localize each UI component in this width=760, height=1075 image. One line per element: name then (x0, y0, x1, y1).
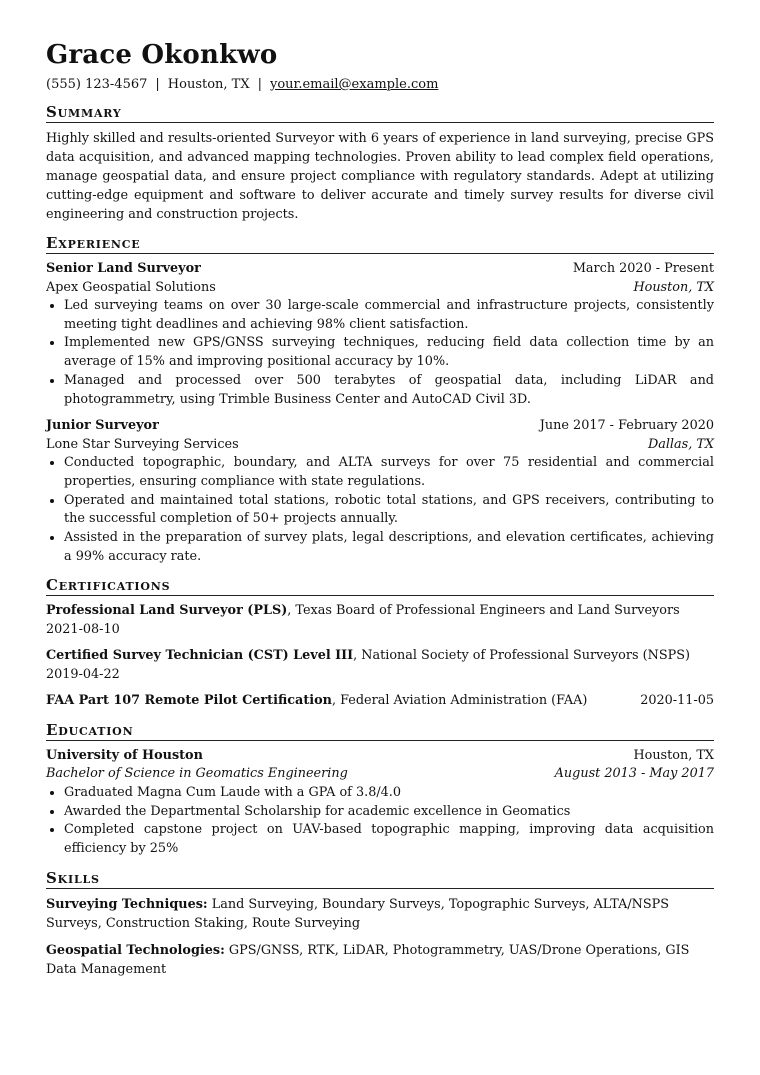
list-item: • Operated and maintained total stations, robotic total stations, and GPS receivers, contributing to the successful completion of 50+ projects annually. (64, 492, 714, 529)
job-dates: June 2017 - February 2020 (539, 418, 714, 434)
cert-item (46, 692, 714, 711)
email-link[interactable]: your.email@example.com (270, 77, 439, 92)
job-company: Apex Geospatial Solutions (46, 279, 216, 295)
job-entry (46, 260, 714, 409)
job-location: Houston, TX (633, 279, 714, 295)
job-bullets (46, 454, 714, 566)
job-entry (46, 417, 714, 566)
list-item: • Graduated Magna Cum Laude with a GPA of 3.8/4.0 (64, 784, 714, 803)
cert-date: 2019-04-22 (46, 666, 120, 682)
job-dates: March 2020 - Present (572, 261, 714, 276)
skill-value: GPS/GNSS, RTK, LiDAR, Photogrammetry, UAS/Drone Operations, GIS Data Management (46, 942, 690, 977)
degree: Bachelor of Science in Geomatics Engineering (46, 766, 348, 782)
summary-section (46, 103, 714, 224)
section-title: Skills (46, 869, 714, 889)
list-item: • Completed capstone project on UAV-based topographic mapping, improving data acquisition efficiency by 25% (64, 821, 714, 858)
experience-section (46, 234, 714, 566)
cert-name: Certified Survey Technician (CST) Level III (46, 648, 354, 664)
list-item: • Led surveying teams on over 30 large-scale commercial and infrastructure projects, consistently meeting tight deadlines and achieving 98% client satisfaction. (64, 297, 714, 334)
education-dates: August 2013 - May 2017 (554, 766, 714, 782)
list-item: • Assisted in the preparation of survey plats, legal descriptions, and elevation certificates, achieving a 99% accuracy rate. (64, 529, 714, 566)
cert-name: FAA Part 107 Remote Pilot Certification (46, 693, 332, 709)
cert-item (46, 602, 714, 639)
job-location: Dallas, TX (647, 436, 714, 452)
contact-line (46, 77, 714, 93)
summary-text: Highly skilled and results-oriented Surveyor with 6 years of experience in land surveying, precise GPS data acquisition, and advanced mapping technologies. Proven ability to lead complex field operations, manage geospatial data, and ensure project compliance with regulatory standards. Adept at utilizing cutting-edge equipment and software to deliver accurate and timely survey results for diverse civil engineering and construction projects. (46, 131, 714, 222)
list-item: • Implemented new GPS/GNSS surveying techniques, reducing field data collection time by an average of 15% and improving positional accuracy by 10%. (64, 334, 714, 371)
cert-issuer: , Texas Board of Professional Engineers and Land Surveyors (287, 603, 680, 619)
certifications-section (46, 576, 714, 711)
skills-section (46, 869, 714, 979)
skill-label: Geospatial Technologies: (46, 942, 225, 958)
section-title: Certifications (46, 576, 714, 596)
section-title: Education (46, 721, 714, 741)
list-item: • Awarded the Departmental Scholarship for academic excellence in Geomatics (64, 803, 714, 822)
section-title: Summary (46, 103, 714, 123)
job-company: Lone Star Surveying Services (46, 436, 239, 452)
cert-issuer: , National Society of Professional Surveyors (NSPS) (353, 648, 690, 664)
list-item: • Conducted topographic, boundary, and ALTA surveys for over 75 residential and commercial properties, ensuring compliance with state regulations. (64, 454, 714, 491)
candidate-name: Grace Okonkwo (46, 40, 278, 70)
school-location: Houston, TX (633, 747, 714, 763)
job-role: Junior Surveyor (46, 418, 159, 434)
skill-group (46, 941, 714, 979)
location: Houston, TX (167, 77, 250, 92)
job-role: Senior Land Surveyor (46, 261, 201, 276)
separator: | (257, 77, 262, 92)
school-name: University of Houston (46, 747, 203, 763)
cert-issuer: , Federal Aviation Administration (FAA) (331, 693, 588, 709)
separator: | (155, 77, 160, 92)
skill-label: Surveying Techniques: (46, 896, 208, 912)
cert-item (46, 647, 714, 684)
cert-date: 2020-11-05 (640, 693, 714, 709)
skill-value: Land Surveying, Boundary Surveys, Topographic Surveys, ALTA/NSPS Surveys, Construction Staking, Route Surveying (46, 896, 669, 931)
cert-date: 2021-08-10 (46, 621, 120, 637)
job-bullets (46, 297, 714, 409)
section-title: Experience (46, 234, 714, 254)
cert-name: Professional Land Surveyor (PLS) (46, 603, 288, 619)
education-section (46, 721, 714, 859)
list-item: • Managed and processed over 500 terabytes of geospatial data, including LiDAR and photogrammetry, using Trimble Business Center and AutoCAD Civil 3D. (64, 372, 714, 409)
education-bullets (46, 784, 714, 859)
phone: (555) 123-4567 (46, 77, 148, 92)
skill-group (46, 895, 714, 933)
